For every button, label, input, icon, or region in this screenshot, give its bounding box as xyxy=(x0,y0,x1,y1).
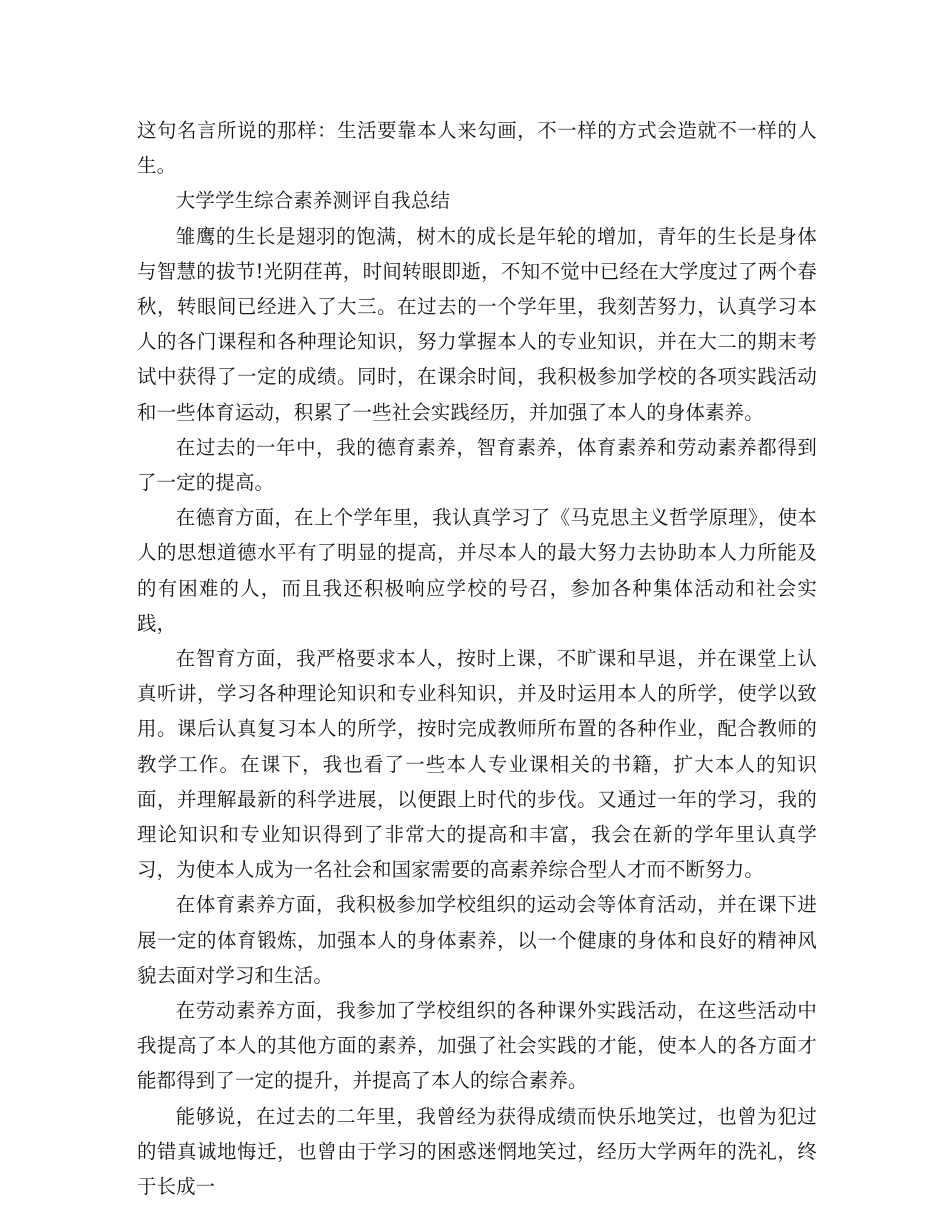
paragraph-intellectual: 在智育方面，我严格要求本人，按时上课，不旷课和早退，并在课堂上认真听讲，学习各种理论知识和专业科知识，并及时运用本人的所学，使学以致用。课后认真复习本人的所学，按时完成教师所布置的各种作业，配合教师的教学工作。在课下，我也看了一些本人专业课相关的书籍，扩大本人的知识面，并理解最新的科学进展，以便跟上时代的步伐。又通过一年的学习，我的理论知识和专业知识得到了非常大的提高和丰富，我会在新的学年里认真学习，为使本人成为一名社会和国家需要的高素养综合型人才而不断努力。 xyxy=(137,647,817,882)
document-body xyxy=(137,113,817,1204)
paragraph-labor: 在劳动素养方面，我参加了学校组织的各种课外实践活动，在这些活动中我提高了本人的其他方面的素养，加强了社会实践的才能，使本人的各方面才能都得到了一定的提升，并提高了本人的综合素养。 xyxy=(137,999,817,1093)
paragraph-overview: 在过去的一年中，我的德育素养，智育素养，体育素养和劳动素养都得到了一定的提高。 xyxy=(137,435,817,495)
paragraph-intro: 雏鹰的生长是翅羽的饱满，树木的成长是年轮的增加，青年的生长是身体与智慧的拔节!光阴荏苒，时间转眼即逝，不知不觉中已经在大学度过了两个春秋，转眼间已经进入了大三。在过去的一个学年里，我刻苦努力，认真学习本人的各门课程和各种理论知识，努力掌握本人的专业知识，并在大二的期末考试中获得了一定的成绩。同时，在课余时间，我积极参加学校的各项实践活动和一些体育运动，积累了一些社会实践经历，并加强了本人的身体素养。 xyxy=(137,224,817,424)
paragraph-physical: 在体育素养方面，我积极参加学校组织的运动会等体育活动，并在课下进展一定的体育锻炼，加强本人的身体素养，以一个健康的身体和良好的精神风貌去面对学习和生活。 xyxy=(137,893,817,987)
section-heading: 大学学生综合素养测评自我总结 xyxy=(175,189,451,213)
paragraph-conclusion: 能够说，在过去的二年里，我曾经为获得成绩而快乐地笑过，也曾为犯过的错真诚地悔迁，也曾由于学习的困惑迷惘地笑过，经历大学两年的洗礼，终于长成一 xyxy=(137,1104,817,1199)
paragraph-moral: 在德育方面，在上个学年里，我认真学习了《马克思主义哲学原理》，使本人的思想道德水平有了明显的提高，并尽本人的最大努力去协助本人力所能及的有困难的人，而且我还积极响应学校的号召，参加各种集体活动和社会实践， xyxy=(137,506,817,635)
paragraph-continuation: 这句名言所说的那样：生活要靠本人来勾画，不一样的方式会造就不一样的人生。 xyxy=(137,119,817,178)
